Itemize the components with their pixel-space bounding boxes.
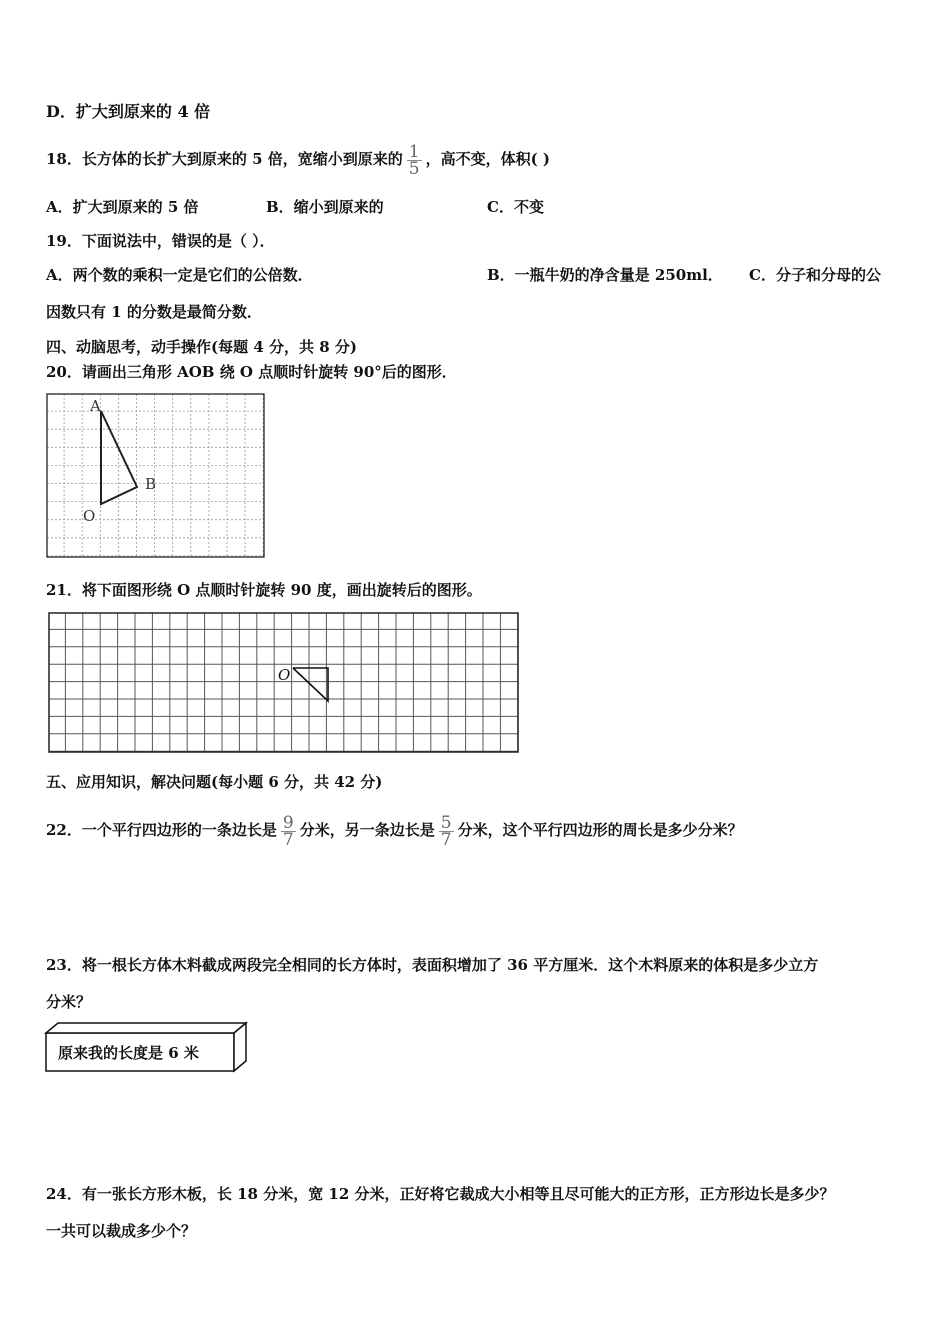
q20-label-o: O [83,507,96,525]
q21-label-o: O [278,666,291,684]
q20-stem: 20．请画出三角形 AOB 绕 O 点顺时针旋转 90°后的图形． [46,363,457,381]
q19-stem: 19．下面说法中，错误的是（ ）． [46,232,275,250]
q23-stem-line1: 23．将一根长方体木料截成两段完全相同的长方体时，表面积增加了 36 平方厘米．这个木料原来的体积是多少立方 [46,956,819,974]
q22-frac2-den: 7 [440,829,452,850]
q20-label-b: B [145,475,157,493]
q24-stem-line1: 24．有一张长方形木板，长 18 分米，宽 12 分米，正好将它裁成大小相等且尽可能大的正方形，正方形边长是多少？ [46,1185,835,1203]
q18-option-b: B．缩小到原来的 [266,198,384,216]
q18-stem-b: ，高不变，体积( ) [425,150,551,168]
q19-option-c: C．分子和分母的公 [749,266,881,284]
section5-heading: 五、应用知识，解决问题(每小题 6 分，共 42 分) [46,773,383,791]
q22-fraction-1 [281,812,296,850]
q17-option-d: D．扩大到原来的 4 倍 [46,102,211,121]
q22-frac1-den: 7 [282,829,294,850]
q20-label-a: A [90,397,101,415]
q18-frac-num: 1 [408,141,420,162]
q18-option-c: C．不变 [487,198,544,216]
q19-option-b: B．一瓶牛奶的净含量是 250ml． [487,266,723,284]
q18-stem [46,136,550,182]
q18-fraction [407,141,422,179]
q19-option-c-cont: 因数只有 1 的分数是最简分数． [46,303,262,321]
q21-grid-figure [48,612,520,754]
q23-box-top [46,1023,246,1033]
q18-option-a: A．扩大到原来的 5 倍 [46,198,199,216]
q23-box-label: 原来我的长度是 6 米 [58,1044,199,1062]
q22-frac2-num: 5 [440,812,452,833]
q21-stem: 21．将下面图形绕 O 点顺时针旋转 90 度，画出旋转后的图形。 [46,581,482,599]
q20-triangle-aob [101,411,137,504]
q20-grid-figure [46,393,266,559]
q18-frac-den: 5 [408,158,420,179]
q22-stem-c: 分米，这个平行四边形的周长是多少分米？ [457,821,743,839]
q24-stem-line2: 一共可以裁成多少个？ [46,1222,197,1240]
q22-frac1-num: 9 [282,812,294,833]
q22-stem-b: 分米，另一条边长是 [299,821,435,839]
q23-stem-line2: 分米？ [46,993,92,1011]
q18-stem-a: 18．长方体的长扩大到原来的 5 倍，宽缩小到原来的 [46,150,403,168]
q22-stem-a: 22．一个平行四边形的一条边长是 [46,821,277,839]
section4-heading: 四、动脑思考，动手操作(每题 4 分，共 8 分) [46,338,357,356]
q21-shape [293,668,328,701]
q22-fraction-2 [439,812,454,850]
q19-option-a: A．两个数的乘积一定是它们的公倍数． [46,266,313,284]
q22-stem [46,798,743,862]
